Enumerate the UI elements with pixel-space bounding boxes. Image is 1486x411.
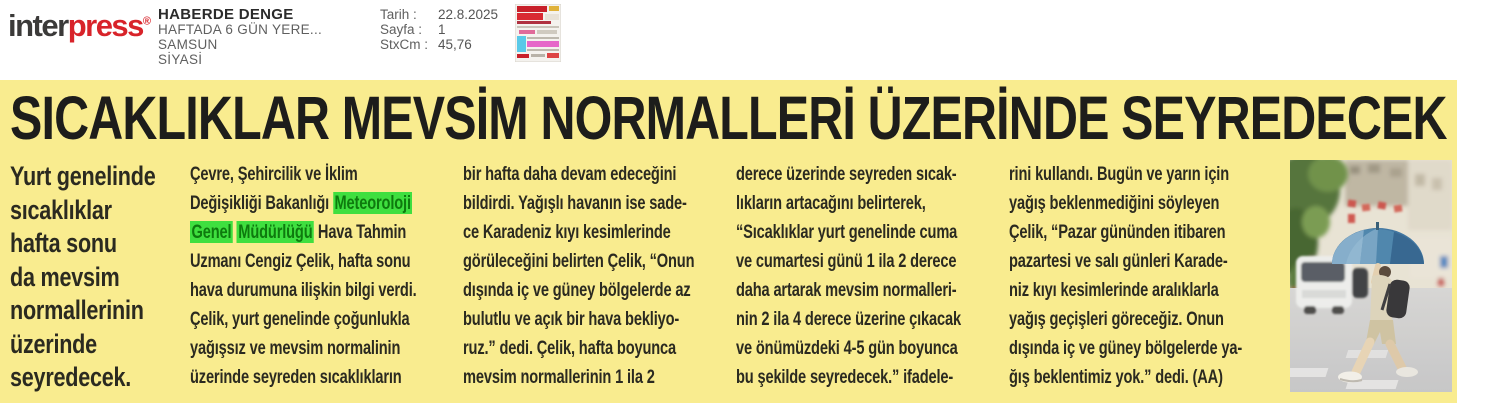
agency-credit: (AA) <box>1192 366 1223 388</box>
meta-page-value: 1 <box>438 22 446 37</box>
article-clip <box>0 80 1457 403</box>
text-line: Çelik, “Pazar gününden itibaren <box>1009 221 1226 243</box>
weather-photo <box>1290 160 1452 392</box>
meta-date-value: 22.8.2025 <box>438 7 499 22</box>
lead-column <box>10 160 178 400</box>
text-line: sıcaklıklar <box>10 194 112 225</box>
meta-date-label: Tarih : <box>380 7 417 22</box>
lead-text <box>10 160 178 395</box>
text-line: üzerinde <box>10 328 97 359</box>
text-line: niz kıyı kesimlerinde aralıklarla <box>1009 279 1219 301</box>
text-line: rini kullandı. Bugün ve yarın için <box>1009 163 1230 185</box>
text-line: ve cumartesi günü 1 ila 2 derece <box>736 250 957 272</box>
headline-text: SICAKLIKLAR MEVSİM NORMALLERİ ÜZERİNDE SEYREDECEK <box>10 83 1447 154</box>
text-line: “Sıcaklıklar yurt genelinde cuma <box>736 221 958 243</box>
keyword-highlight: Genel <box>191 221 232 243</box>
text-line: dışında iç ve güney bölgelerde ya- <box>1009 337 1243 359</box>
text-line: bildirdi. Yağışlı havanın ise sade- <box>463 192 687 214</box>
text-line: mevsim normallerinin 1 ila 2 <box>463 366 655 388</box>
body-column-3 <box>724 160 997 400</box>
meta-date-row <box>380 7 498 22</box>
clipping-meta <box>380 7 498 52</box>
text-line: görüleceğini belirten Çelik, “Onun <box>463 250 695 272</box>
text-line: Yurt genelinde <box>10 161 156 191</box>
keyword-highlight: Meteoroloji <box>334 192 411 214</box>
meta-page-row <box>380 22 498 37</box>
text-line: hafta sonu <box>10 228 117 258</box>
text-line: ce Karadeniz kıyı kesimlerinde <box>463 221 671 243</box>
text-line: Çelik, yurt genelinde çoğunlukla <box>190 308 410 330</box>
text-line: ve önümüzdeki 4-5 gün boyunca <box>736 337 958 359</box>
meta-page-label: Sayfa : <box>380 22 423 37</box>
text-line: pazartesi ve salı günleri Karade- <box>1009 250 1228 272</box>
article-columns <box>10 160 1447 400</box>
body-column-1 <box>178 160 451 400</box>
meta-stxcm-value: 45,76 <box>438 37 472 52</box>
text-line: dışında iç ve güney bölgelerde az <box>463 279 691 301</box>
article-headline <box>10 83 1447 154</box>
newspaper-page-thumbnail[interactable] <box>515 4 561 62</box>
logo-text-press: press <box>67 8 143 43</box>
body-column-2 <box>451 160 724 400</box>
meta-stxcm-label: StxCm : <box>380 37 429 52</box>
text-line: yağış geçişleri göreceğiz. Onun <box>1009 308 1224 330</box>
body-column-4 <box>997 160 1270 400</box>
keyword-highlight: Müdürlüğü <box>238 221 313 243</box>
text-line: Çevre, Şehircilik ve İklim <box>190 163 358 185</box>
text-line: bu şekilde seyredecek.” ifadele- <box>736 366 954 388</box>
publication-info <box>158 7 322 67</box>
text-line: seyredecek. <box>10 362 132 392</box>
interpress-logo <box>8 8 151 44</box>
text-line: ruz.” dedi. Çelik, hafta boyunca <box>463 337 676 359</box>
publication-frequency: HAFTADA 6 GÜN YERE... <box>158 22 323 37</box>
text-line: yağış beklenmediğini söyleyen <box>1009 192 1220 214</box>
publication-name: HABERDE DENGE <box>158 6 294 23</box>
text-line: normallerinin <box>10 295 144 325</box>
text-line: ğış beklentimiz yok.” dedi. (AA) <box>1009 366 1223 388</box>
text-line: Değişikliği Bakanlığı Meteoroloji <box>190 192 411 214</box>
text-line: üzerinde seyreden sıcaklıkların <box>190 366 402 388</box>
logo-text-inter: inter <box>8 8 68 43</box>
publication-city: SAMSUN <box>158 37 218 52</box>
text-line: Uzmanı Cengiz Çelik, hafta sonu <box>190 250 411 272</box>
meta-stxcm-row <box>380 37 498 52</box>
publication-category: SİYASİ <box>158 52 203 67</box>
text-line: bulutlu ve açık bir hava bekliyo- <box>463 308 680 330</box>
text-line: da mevsim <box>10 261 120 292</box>
text-line: nin 2 ila 4 derece üzerine çıkacak <box>736 308 961 330</box>
text-line: lıkların artacağını belirterek, <box>736 192 926 214</box>
clipping-header <box>0 0 1486 80</box>
text-line: yağışsız ve mevsim normalinin <box>190 337 401 359</box>
text-line: hava durumuna ilişkin bilgi verdi. <box>190 279 417 301</box>
text-line: daha artarak mevsim normalleri- <box>736 279 957 301</box>
registered-mark: ® <box>142 15 152 28</box>
text-line: derece üzerinde seyreden sıcak- <box>736 163 957 185</box>
text-line: Genel Müdürlüğü Hava Tahmin <box>191 221 407 243</box>
text-line: bir hafta daha devam edeceğini <box>463 163 677 185</box>
